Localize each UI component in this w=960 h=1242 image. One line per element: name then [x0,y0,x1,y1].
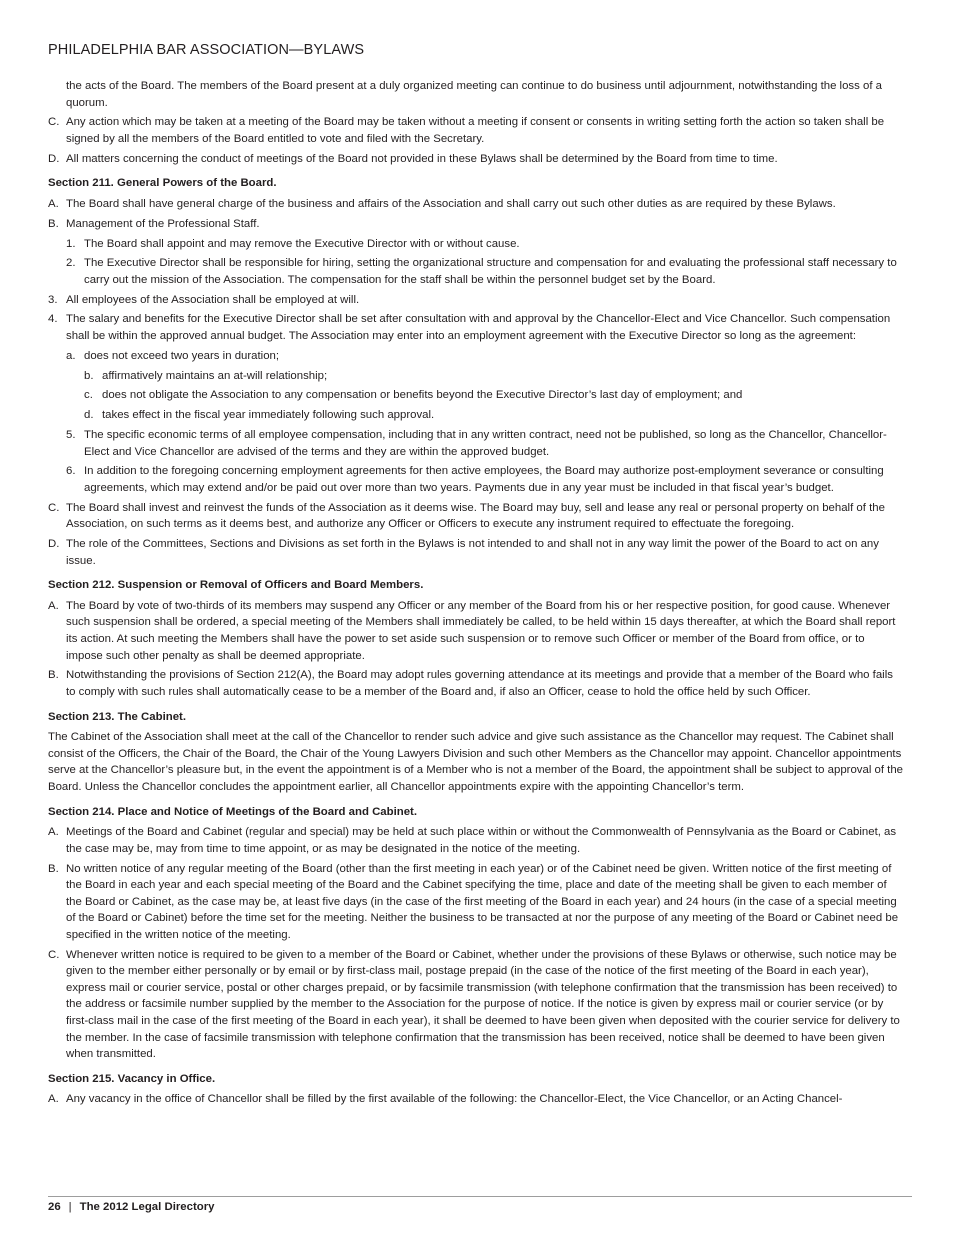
item-label: B. [48,217,59,230]
list-item [48,407,904,424]
item-text: takes effect in the fiscal year immediately following such approval. [102,409,435,422]
list-item [48,598,904,664]
list-item [48,348,904,365]
list-item [48,236,904,253]
item-label: d. [84,409,94,422]
item-label: A. [48,1093,59,1106]
item-label: C. [48,501,60,514]
list-item [48,114,904,147]
item-label: B. [48,862,59,875]
item-label: A. [48,826,59,839]
item-text: All matters concerning the conduct of meetings of the Board not provided in these Bylaws shall be determined by the Board from time to time. [66,152,778,165]
item-text: The specific economic terms of all employee compensation, including that in any written contract, need not be published, so long as the Chancellor, Chancellor-Elect and Vice Chancellor are advised of the terms and they are within the approved budget. [84,428,887,458]
item-label: D. [48,538,60,551]
list-item [48,500,904,533]
list-item [48,427,904,460]
document-body [48,78,904,1111]
list-item [48,151,904,168]
list-item [48,536,904,569]
list-item [48,196,904,213]
publication-title: The 2012 Legal Directory [79,1201,215,1213]
section-paragraph: The Cabinet of the Association shall meet at the call of the Chancellor to render such advice and give such assistance as the Chancellor may request. The Cabinet shall consist of the Officers, the Chair of the Board, the Chair of the Young Lawyers Division and such other Members as the Chancellor may appoint. Chancellor appointments serve at the Chancellor’s pleasure but, in the event the appointment is of a Member who is not a member of the Board, the appointment shall be subject to approval of the Board. Unless the Chancellor concludes the appointment earlier, all Chancellor appointments expire with the appointing Chancellor’s term. [48,731,904,793]
item-label: a. [66,349,76,362]
section-heading: Section 215. Vacancy in Office. [48,1072,216,1085]
item-text: The Board shall appoint and may remove the Executive Director with or without cause. [84,237,520,250]
item-label: 3. [48,293,58,306]
list-item [48,861,904,944]
item-text: The Executive Director shall be responsible for hiring, setting the organizational structure and compensation for and evaluating the professional staff necessary to carry out the mission of the Association. The compensation for the staff shall be within the personnel budget set by the Board. [84,257,897,286]
continuation-paragraph: the acts of the Board. The members of the Board present at a duly organized meeting can continue to do business until adjournment, notwithstanding the loss of a quorum. [66,80,882,109]
list-item [48,216,904,233]
item-label: D. [48,152,60,165]
list-item [48,387,904,404]
item-text: does not exceed two years in duration; [84,349,280,362]
item-label: 5. [66,428,76,441]
list-item [48,463,904,496]
item-label: 2. [66,257,76,270]
section-heading: Section 214. Place and Notice of Meetings of the Board and Cabinet. [48,805,417,818]
item-text: Whenever written notice is required to be given to a member of the Board or Cabinet, whether under the provisions of these Bylaws or otherwise, such notice may be given to the member either personally or by email or by first-class mail, postage prepaid (in the case of the notice of the first meeting of the Board in each year), express mail or courier service, postal or other charges prepaid, or by facsimile transmission (with telephone confirmation that the transmission has been received) to the address or facsimile number supplied by the member to the Association for the purpose of notice. If the notice is given by express mail or courier service (or by first-class mail in the case of the first meeting of the Board in each year), it shall be deemed to have been given when deposited with the courier service for delivery to the member. In the case of facsimile transmission with telephone confirmation that the transmission has been received, notice shall be deemed to have been given when transmitted. [66,948,900,1061]
item-text: affirmatively maintains an at-will relationship; [102,369,328,382]
footer-separator: | [68,1201,72,1213]
section-heading: Section 213. The Cabinet. [48,710,186,723]
list-item [48,947,904,1063]
item-label: b. [84,369,94,382]
item-text: The salary and benefits for the Executive Director shall be set after consultation with and approval by the Chancellor-Elect and Vice Chancellor. Such compensation shall be within the approved annual budget. The Association may enter into an employment agreement with the Executive Director so long as the agreement: [66,313,891,343]
item-text: The Board shall have general charge of the business and affairs of the Association and shall carry out such other duties as are required by these Bylaws. [66,197,836,210]
item-text: The Board by vote of two-thirds of its members may suspend any Officer or any member of the Board from his or her respective position, for good cause. Whenever such suspension shall be ordered, a special meeting of the Members shall immediately be called, to be held within 15 days thereafter, at which the Board shall report its action. At such meeting the Members shall have the power to set aside such suspension or to remove such Officer or member of the Board from office, or to impose such other penalty as shall be deemed appropriate. [66,599,896,662]
item-text: In addition to the foregoing concerning employment agreements for then active employees, the Board may authorize post-employment severance or consulting agreements, which may extend and/or be paid out over more than two years. Payments due in any year must be included in that fiscal year’s budget. [84,465,884,494]
list-item [48,368,904,385]
item-label: 4. [48,313,58,326]
item-text: does not obligate the Association to any compensation or benefits beyond the Executive Director’s last day of employment; and [102,389,743,402]
item-text: Notwithstanding the provisions of Section 212(A), the Board may adopt rules governing attendance at its meetings and provide that a member of the Board who fails to comply with such rules shall automatically cease to be a member of the Board and, if also an Officer, cease to hold the office held by such Officer. [66,669,893,698]
list-item [48,292,904,309]
item-text: All employees of the Association shall be employed at will. [66,293,360,306]
item-label: C. [48,116,60,129]
item-label: A. [48,197,59,210]
item-text: Any action which may be taken at a meeting of the Board may be taken without a meeting if consent or consents in writing setting forth the action so taken shall be signed by all the members of the Board entitled to vote and filed with the Secretary. [66,116,885,145]
item-text: No written notice of any regular meeting of the Board (other than the first meeting in each year) or of the Cabinet need be given. Written notice of the first meeting of the Board in each year and each special meeting of the Board and the Cabinet specifying the time, place and date of the meeting shall be given to each member of the Board or Cabinet, as the case may be, at least five days (in the case of the first meeting of the Board in each year) and 24 hours (in the case of a special meeting of the Board or Cabinet) before the time set for the meeting. Neither the business to be transacted at nor the purpose of any meeting of the Board or Cabinet need be specified in the written notice of the meeting. [66,862,899,941]
item-label: 6. [66,465,76,478]
page-header-title: PHILADELPHIA BAR ASSOCIATION—BYLAWS [48,42,365,58]
section-heading: Section 211. General Powers of the Board. [48,177,277,190]
item-text: Management of the Professional Staff. [66,217,260,230]
page-number: 26 [48,1201,61,1213]
item-label: A. [48,599,59,612]
item-label: B. [48,669,59,682]
page-footer [48,1201,215,1213]
footer-divider [48,1196,912,1197]
item-label: C. [48,948,60,961]
item-text: The role of the Committees, Sections and Divisions as set forth in the Bylaws is not intended to and shall not in any way limit the power of the Board to act on any issue. [66,538,879,567]
list-item [48,311,904,344]
item-text: Meetings of the Board and Cabinet (regular and special) may be held at such place within or without the Commonwealth of Pennsylvania as the Board or Cabinet, as the case may be, may from time to time appoint, or as may be designated in the notice of the meeting. [66,826,897,855]
list-item [48,824,904,857]
item-label: c. [84,389,93,402]
item-label: 1. [66,237,76,250]
item-text: The Board shall invest and reinvest the funds of the Association as it deems wise. The Board may buy, sell and lease any real or personal property on behalf of the Association, on such terms as it deems best, and authorize any Officer or Officers to execute any instrument required to effectuate the foregoing. [66,501,885,531]
list-item [48,1091,904,1108]
item-text: Any vacancy in the office of Chancellor shall be filled by the first available of the following: the Chancellor-Elect, the Vice Chancellor, or an Acting Chancel- [66,1093,843,1106]
list-item [48,255,904,288]
section-heading: Section 212. Suspension or Removal of Officers and Board Members. [48,579,424,592]
list-item [48,667,904,700]
